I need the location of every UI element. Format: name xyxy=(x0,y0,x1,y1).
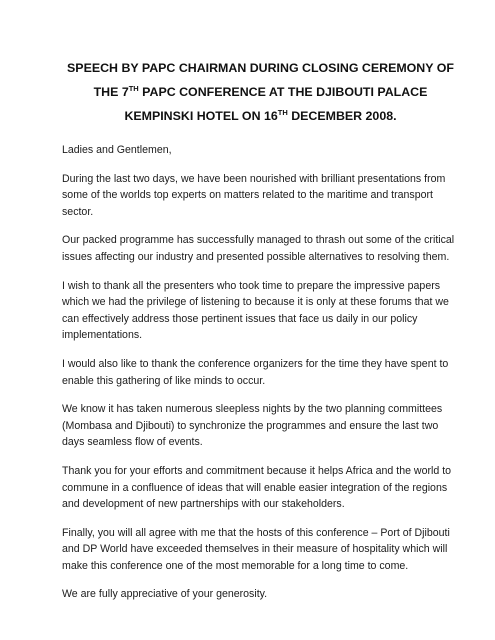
document-title xyxy=(62,56,461,128)
paragraph-commitment: Thank you for your efforts and commitment because it helps Africa and the world to commune in a confluence of ideas that will enable easier integration of the regions and development of new partnerships with our stakeholders. xyxy=(62,464,452,511)
paragraph-thanks-organizers: I would also like to thank the conference organizers for the time they have spent to enable this gathering of like minds to occur. xyxy=(62,357,449,387)
title-line-2-start: THE 7 xyxy=(93,85,129,99)
paragraph-committees: We know it has taken numerous sleepless nights by the two planning committees (Mombasa and Djibouti) to synchronize the programmes and ensure the last two days seamless flow of events. xyxy=(62,403,443,449)
paragraph-closing: We are fully appreciative of your generosity. xyxy=(62,588,268,601)
paragraph-presentations: During the last two days, we have been nourished with brilliant presentations from some of the worlds top experts on matters related to the maritime and transport sector. xyxy=(62,172,446,218)
title-line-3-ordinal: TH xyxy=(277,108,288,117)
title-line-2-ordinal: TH xyxy=(128,84,139,93)
paragraph-programme: Our packed programme has successfully managed to thrash out some of the critical issues affecting our industry and presented possible alternatives to resolving them. xyxy=(62,234,455,263)
paragraph-hosts: Finally, you will all agree with me that the hosts of this conference – Port of Djibouti and DP World have exceeded themselves in their measure of hospitality which will make this conference one of the most memorable for a long time to come. xyxy=(62,526,450,572)
paragraph-thanks-presenters: I wish to thank all the presenters who took time to prepare the impressive papers which we had the privilege of listening to because it is only at these forums that we can effectively address those pertinent issues that face us daily in our policy implementations. xyxy=(62,279,449,342)
title-line-3-end: DECEMBER 2008. xyxy=(287,109,397,123)
title-line-3-start: KEMPINSKI HOTEL ON 16 xyxy=(124,109,278,123)
title-line-2-end: PAPC CONFERENCE AT THE DJIBOUTI PALACE xyxy=(138,85,428,99)
title-line-1: SPEECH BY PAPC CHAIRMAN DURING CLOSING CEREMONY OF xyxy=(67,61,454,75)
salutation: Ladies and Gentlemen, xyxy=(62,144,172,156)
